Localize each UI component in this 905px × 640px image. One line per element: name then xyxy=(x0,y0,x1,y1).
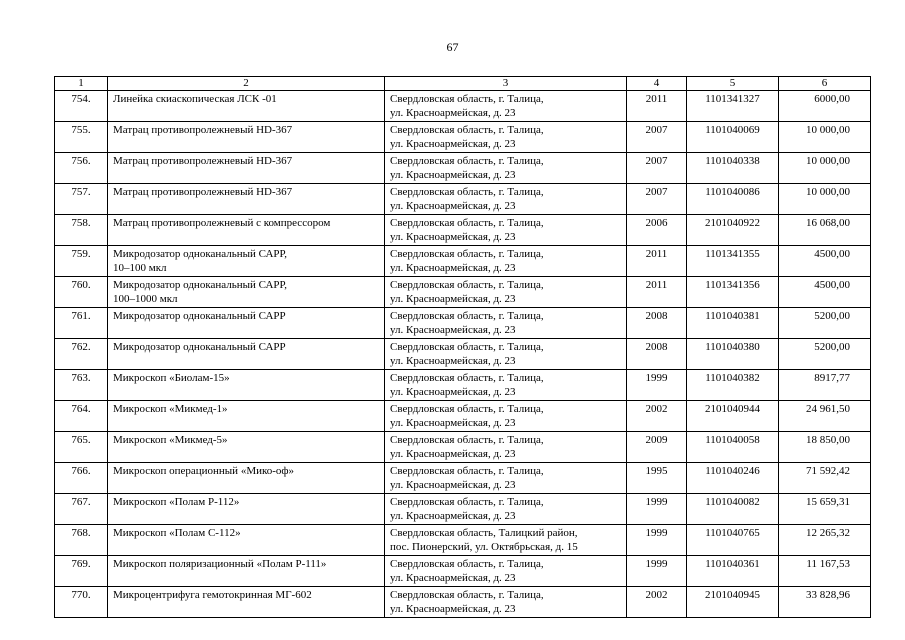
amount-cell: 4500,00 xyxy=(779,246,871,277)
amount-cell: 11 167,53 xyxy=(779,556,871,587)
table-row xyxy=(55,153,871,184)
inventory-number-cell: 1101341356 xyxy=(687,277,779,308)
item-name-cell xyxy=(108,184,385,215)
address-cell xyxy=(385,215,627,246)
amount-cell: 16 068,00 xyxy=(779,215,871,246)
amount-cell: 5200,00 xyxy=(779,339,871,370)
address-cell xyxy=(385,401,627,432)
item-name-cell xyxy=(108,339,385,370)
row-number-cell: 767. xyxy=(55,494,108,525)
row-number-cell: 754. xyxy=(55,91,108,122)
address-cell xyxy=(385,339,627,370)
address-cell-line: ул. Красноармейская, д. 23 xyxy=(390,510,516,522)
year-cell: 1999 xyxy=(627,556,687,587)
address-cell-line: ул. Красноармейская, д. 23 xyxy=(390,603,516,615)
address-cell xyxy=(385,153,627,184)
address-cell-line: Свердловская область, г. Талица, xyxy=(390,589,544,601)
address-cell-line: Свердловская область, г. Талица, xyxy=(390,496,544,508)
inventory-number-cell: 1101040765 xyxy=(687,525,779,556)
address-cell-line: Свердловская область, г. Талица, xyxy=(390,155,544,167)
address-cell xyxy=(385,587,627,618)
inventory-number-cell: 1101040381 xyxy=(687,308,779,339)
table-row xyxy=(55,339,871,370)
address-cell-line: ул. Красноармейская, д. 23 xyxy=(390,107,516,119)
amount-cell: 71 592,42 xyxy=(779,463,871,494)
address-cell-line: Свердловская область, г. Талица, xyxy=(390,248,544,260)
amount-cell: 6000,00 xyxy=(779,91,871,122)
address-cell xyxy=(385,556,627,587)
year-cell: 2007 xyxy=(627,184,687,215)
item-name-cell-line: Линейка скиаскопическая ЛСК -01 xyxy=(113,93,277,105)
year-cell: 2006 xyxy=(627,215,687,246)
year-cell: 2008 xyxy=(627,308,687,339)
year-cell: 2007 xyxy=(627,153,687,184)
table-row xyxy=(55,370,871,401)
item-name-cell-line: Микроцентрифуга гемотокринная МГ-602 xyxy=(113,589,312,601)
item-name-cell xyxy=(108,370,385,401)
table-row xyxy=(55,277,871,308)
table-row xyxy=(55,463,871,494)
inventory-number-cell: 2101040944 xyxy=(687,401,779,432)
item-name-cell xyxy=(108,277,385,308)
item-name-cell-line: Микроскоп «Микмед-1» xyxy=(113,403,228,415)
row-number-cell: 770. xyxy=(55,587,108,618)
item-name-cell-line: 100–1000 мкл xyxy=(113,293,178,305)
row-number-cell: 759. xyxy=(55,246,108,277)
address-cell xyxy=(385,432,627,463)
item-name-cell xyxy=(108,215,385,246)
address-cell-line: Свердловская область, г. Талица, xyxy=(390,341,544,353)
address-cell-line: Свердловская область, г. Талица, xyxy=(390,558,544,570)
table-row xyxy=(55,494,871,525)
item-name-cell xyxy=(108,556,385,587)
address-cell-line: Свердловская область, г. Талица, xyxy=(390,465,544,477)
year-cell: 2008 xyxy=(627,339,687,370)
row-number-cell: 769. xyxy=(55,556,108,587)
item-name-cell-line: Микроскоп «Полам С-112» xyxy=(113,527,241,539)
item-name-cell xyxy=(108,432,385,463)
address-cell-line: Свердловская область, г. Талица, xyxy=(390,434,544,446)
row-number-cell: 760. xyxy=(55,277,108,308)
address-cell-line: ул. Красноармейская, д. 23 xyxy=(390,355,516,367)
inventory-number-cell: 1101040361 xyxy=(687,556,779,587)
item-name-cell-line: 10–100 мкл xyxy=(113,262,167,274)
table-row xyxy=(55,215,871,246)
year-cell: 1999 xyxy=(627,525,687,556)
amount-cell: 4500,00 xyxy=(779,277,871,308)
item-name-cell-line: Микроскоп операционный «Мико-оф» xyxy=(113,465,295,477)
address-cell-line: Свердловская область, Талицкий район, xyxy=(390,527,578,539)
address-cell-line: Свердловская область, г. Талица, xyxy=(390,372,544,384)
page-number: 67 xyxy=(446,40,459,54)
row-number-cell: 768. xyxy=(55,525,108,556)
year-cell: 2007 xyxy=(627,122,687,153)
address-cell-line: Свердловская область, г. Талица, xyxy=(390,93,544,105)
address-cell-line: Свердловская область, г. Талица, xyxy=(390,124,544,136)
address-cell-line: Свердловская область, г. Талица, xyxy=(390,310,544,322)
item-name-cell xyxy=(108,401,385,432)
item-name-cell-line: Микроскоп «Полам Р-112» xyxy=(113,496,240,508)
inventory-number-cell: 1101040069 xyxy=(687,122,779,153)
table-row xyxy=(55,184,871,215)
table-row xyxy=(55,122,871,153)
address-cell-line: ул. Красноармейская, д. 23 xyxy=(390,200,516,212)
amount-cell: 10 000,00 xyxy=(779,184,871,215)
item-name-cell-line: Микроскоп «Микмед-5» xyxy=(113,434,228,446)
table-row xyxy=(55,525,871,556)
year-cell: 2002 xyxy=(627,401,687,432)
address-cell-line: ул. Красноармейская, д. 23 xyxy=(390,293,516,305)
address-cell xyxy=(385,246,627,277)
item-name-cell xyxy=(108,122,385,153)
item-name-cell xyxy=(108,525,385,556)
row-number-cell: 765. xyxy=(55,432,108,463)
address-cell-line: ул. Красноармейская, д. 23 xyxy=(390,231,516,243)
address-cell-line: ул. Красноармейская, д. 23 xyxy=(390,169,516,181)
address-cell-line: ул. Красноармейская, д. 23 xyxy=(390,417,516,429)
year-cell: 2011 xyxy=(627,246,687,277)
item-name-cell-line: Матрац противопролежневый HD-367 xyxy=(113,155,293,167)
table-row xyxy=(55,587,871,618)
item-name-cell-line: Микродозатор одноканальный САРР, xyxy=(113,248,288,260)
item-name-cell-line: Матрац противопролежневый HD-367 xyxy=(113,124,293,136)
address-cell xyxy=(385,277,627,308)
amount-cell: 18 850,00 xyxy=(779,432,871,463)
item-name-cell-line: Матрац противопролежневый с компрессором xyxy=(113,217,331,229)
year-cell: 2002 xyxy=(627,587,687,618)
address-cell-line: ул. Красноармейская, д. 23 xyxy=(390,138,516,150)
inventory-number-cell: 1101040380 xyxy=(687,339,779,370)
row-number-cell: 763. xyxy=(55,370,108,401)
item-name-cell-line: Микродозатор одноканальный САРР xyxy=(113,341,286,353)
year-cell: 2009 xyxy=(627,432,687,463)
address-cell-line: ул. Красноармейская, д. 23 xyxy=(390,386,516,398)
amount-cell: 12 265,32 xyxy=(779,525,871,556)
item-name-cell-line: Матрац противопролежневый HD-367 xyxy=(113,186,293,198)
inventory-table xyxy=(54,76,871,618)
address-cell-line: пос. Пионерский, ул. Октябрьская, д. 15 xyxy=(390,541,578,553)
address-cell xyxy=(385,91,627,122)
row-number-cell: 762. xyxy=(55,339,108,370)
inventory-number-cell: 2101040922 xyxy=(687,215,779,246)
address-cell-line: ул. Красноармейская, д. 23 xyxy=(390,479,516,491)
inventory-number-cell: 1101040086 xyxy=(687,184,779,215)
address-cell-line: Свердловская область, г. Талица, xyxy=(390,217,544,229)
header-cell: 6 xyxy=(779,77,871,91)
inventory-number-cell: 1101341327 xyxy=(687,91,779,122)
address-cell xyxy=(385,463,627,494)
row-number-cell: 756. xyxy=(55,153,108,184)
year-cell: 1999 xyxy=(627,494,687,525)
amount-cell: 15 659,31 xyxy=(779,494,871,525)
row-number-cell: 764. xyxy=(55,401,108,432)
address-cell xyxy=(385,370,627,401)
header-cell: 4 xyxy=(627,77,687,91)
header-cell: 1 xyxy=(55,77,108,91)
amount-cell: 33 828,96 xyxy=(779,587,871,618)
address-cell-line: Свердловская область, г. Талица, xyxy=(390,403,544,415)
address-cell-line: Свердловская область, г. Талица, xyxy=(390,186,544,198)
address-cell xyxy=(385,184,627,215)
item-name-cell-line: Микродозатор одноканальный САРР, xyxy=(113,279,288,291)
item-name-cell xyxy=(108,463,385,494)
header-cell: 2 xyxy=(108,77,385,91)
amount-cell: 10 000,00 xyxy=(779,122,871,153)
table-row xyxy=(55,308,871,339)
item-name-cell xyxy=(108,494,385,525)
item-name-cell xyxy=(108,308,385,339)
table-row xyxy=(55,401,871,432)
table-row xyxy=(55,432,871,463)
table-row xyxy=(55,246,871,277)
year-cell: 2011 xyxy=(627,91,687,122)
table-row xyxy=(55,556,871,587)
row-number-cell: 766. xyxy=(55,463,108,494)
amount-cell: 10 000,00 xyxy=(779,153,871,184)
item-name-cell-line: Микроскоп поляризационный «Полам Р-111» xyxy=(113,558,327,570)
header-cell: 3 xyxy=(385,77,627,91)
address-cell xyxy=(385,494,627,525)
inventory-number-cell: 1101040338 xyxy=(687,153,779,184)
inventory-number-cell: 1101040082 xyxy=(687,494,779,525)
table-header-row xyxy=(55,77,871,91)
item-name-cell xyxy=(108,587,385,618)
year-cell: 1995 xyxy=(627,463,687,494)
row-number-cell: 755. xyxy=(55,122,108,153)
year-cell: 1999 xyxy=(627,370,687,401)
address-cell-line: ул. Красноармейская, д. 23 xyxy=(390,262,516,274)
inventory-number-cell: 1101040058 xyxy=(687,432,779,463)
row-number-cell: 757. xyxy=(55,184,108,215)
item-name-cell-line: Микродозатор одноканальный САРР xyxy=(113,310,286,322)
item-name-cell-line: Микроскоп «Биолам-15» xyxy=(113,372,230,384)
row-number-cell: 758. xyxy=(55,215,108,246)
address-cell xyxy=(385,525,627,556)
header-cell: 5 xyxy=(687,77,779,91)
inventory-number-cell: 1101341355 xyxy=(687,246,779,277)
inventory-number-cell: 1101040246 xyxy=(687,463,779,494)
year-cell: 2011 xyxy=(627,277,687,308)
address-cell-line: ул. Красноармейская, д. 23 xyxy=(390,448,516,460)
address-cell-line: ул. Красноармейская, д. 23 xyxy=(390,572,516,584)
row-number-cell: 761. xyxy=(55,308,108,339)
amount-cell: 24 961,50 xyxy=(779,401,871,432)
item-name-cell xyxy=(108,153,385,184)
item-name-cell xyxy=(108,246,385,277)
amount-cell: 8917,77 xyxy=(779,370,871,401)
table-row xyxy=(55,91,871,122)
item-name-cell xyxy=(108,91,385,122)
address-cell xyxy=(385,308,627,339)
amount-cell: 5200,00 xyxy=(779,308,871,339)
address-cell xyxy=(385,122,627,153)
inventory-number-cell: 2101040945 xyxy=(687,587,779,618)
address-cell-line: Свердловская область, г. Талица, xyxy=(390,279,544,291)
inventory-number-cell: 1101040382 xyxy=(687,370,779,401)
address-cell-line: ул. Красноармейская, д. 23 xyxy=(390,324,516,336)
